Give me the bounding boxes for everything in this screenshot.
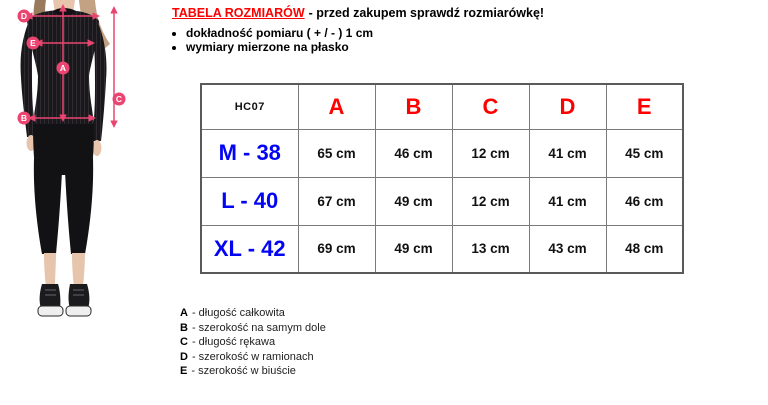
measurement-cell: 65 cm	[298, 129, 375, 177]
sneaker-right-upper	[69, 284, 90, 309]
size-label-L: L - 40	[201, 177, 298, 225]
measurement-cell: 49 cm	[375, 177, 452, 225]
sneaker-left-upper	[40, 284, 61, 309]
measurement-cell: 43 cm	[529, 225, 606, 273]
legend-letter: A	[180, 307, 188, 319]
measurement-cell: 48 cm	[606, 225, 683, 273]
measurement-cell: 12 cm	[452, 177, 529, 225]
legend-text: - szerokość w ramionach	[191, 350, 314, 363]
sneaker-right-sole	[66, 306, 91, 316]
badge-B-label: B	[20, 113, 28, 123]
hand-right	[93, 140, 102, 156]
page-title	[172, 6, 602, 21]
measurement-cell: 13 cm	[452, 225, 529, 273]
legend-item	[180, 321, 326, 336]
measurement-cell: 12 cm	[452, 129, 529, 177]
table-row	[201, 225, 683, 273]
legend-text: - szerokość w biuście	[191, 365, 296, 377]
size-table	[200, 83, 684, 274]
header-block	[172, 6, 602, 54]
measurement-cell: 49 cm	[375, 225, 452, 273]
leggings-leg-left	[34, 158, 62, 254]
column-header-D: D	[529, 84, 606, 129]
measurement-cell: 67 cm	[298, 177, 375, 225]
legend-text: - długość całkowita	[191, 307, 285, 319]
ankle-right	[72, 253, 85, 287]
measurement-cell: 41 cm	[529, 129, 606, 177]
sneaker-left-sole	[38, 306, 63, 316]
measurement-cell: 41 cm	[529, 177, 606, 225]
column-header-A: A	[298, 84, 375, 129]
badge-A-label: A	[59, 63, 67, 73]
table-row	[201, 177, 683, 225]
note-item: • dokładność pomiaru ( + / - ) 1 cm	[186, 27, 602, 41]
column-header-B: B	[375, 84, 452, 129]
size-label-XL: XL - 42	[201, 225, 298, 273]
table-header-row	[201, 84, 683, 129]
legend-item	[180, 364, 326, 379]
size-label-M: M - 38	[201, 129, 298, 177]
badge-D-label: D	[20, 11, 28, 21]
model-photo	[0, 0, 160, 330]
legend-letter: C	[180, 336, 188, 348]
badge-C-label: C	[115, 94, 123, 104]
size-table-subtitle: - przed zakupem sprawdź rozmiarówkę!	[308, 6, 545, 20]
legend-item	[180, 306, 326, 321]
legend-text: - długość rękawa	[191, 336, 276, 348]
legend-item	[180, 335, 326, 350]
ankle-left	[44, 253, 56, 287]
legend-letter: E	[180, 365, 188, 377]
measurement-cell: 69 cm	[298, 225, 375, 273]
leggings-leg-right	[65, 158, 93, 254]
legend-letter: B	[180, 321, 188, 334]
notes-list	[186, 27, 602, 54]
badge-E-label: E	[30, 38, 36, 48]
legend-item	[180, 350, 326, 365]
legend-text: - szerokość na samym dole	[191, 321, 326, 334]
size-table-title: TABELA ROZMIARÓW	[172, 6, 305, 20]
measurement-cell: 46 cm	[606, 177, 683, 225]
measurement-cell: 46 cm	[375, 129, 452, 177]
measurement-legend	[180, 306, 326, 379]
model-measurement-figure	[0, 0, 160, 330]
measurement-cell: 45 cm	[606, 129, 683, 177]
product-code-cell: HC07	[201, 84, 298, 129]
legend-letter: D	[180, 350, 188, 363]
table-row	[201, 129, 683, 177]
note-item: • wymiary mierzone na płasko	[186, 41, 602, 55]
column-header-E: E	[606, 84, 683, 129]
column-header-C: C	[452, 84, 529, 129]
